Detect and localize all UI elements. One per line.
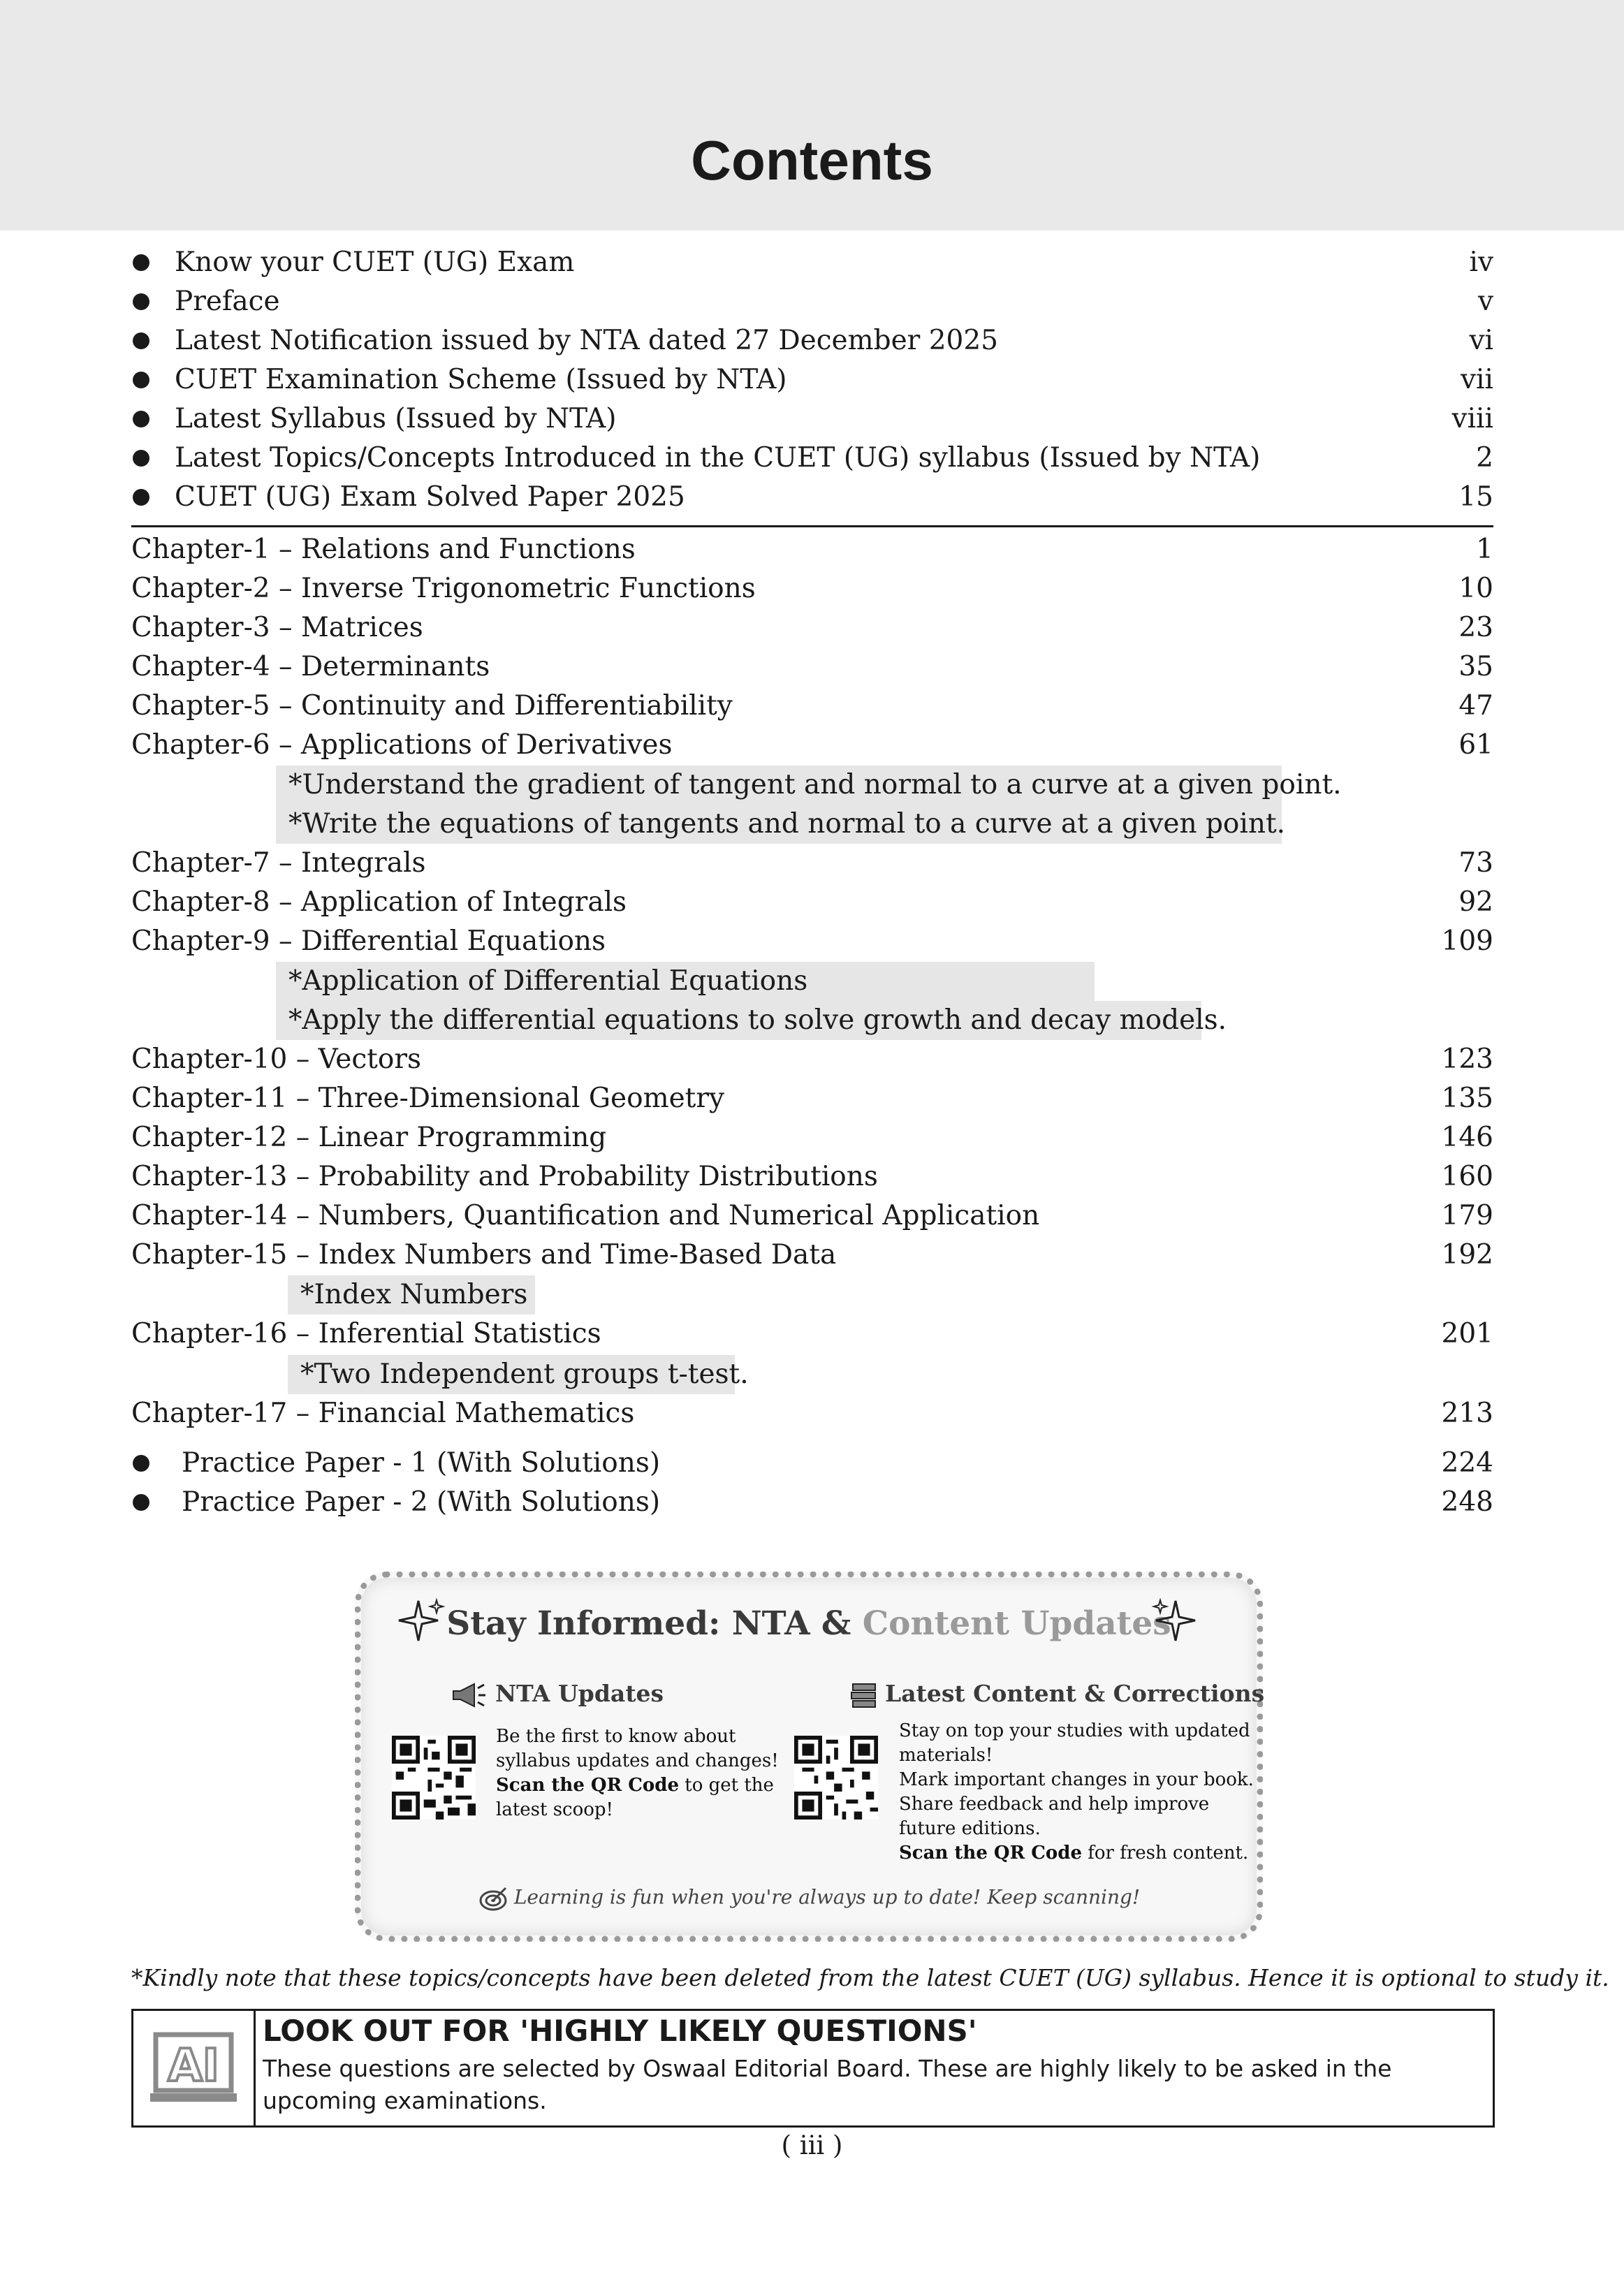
- bullet-icon: [133, 332, 149, 349]
- ai-icon-text: AI: [168, 2040, 219, 2092]
- chapter-label: Chapter-5 – Continuity and Differentiability: [131, 690, 733, 722]
- chapter-label: Chapter-8 – Application of Integrals: [131, 886, 627, 918]
- practice-paper-entry[interactable]: [182, 1444, 1493, 1483]
- toc-entry-label: Preface: [175, 286, 280, 317]
- chapter-entry[interactable]: [131, 608, 1493, 647]
- chapter-entry[interactable]: [131, 1236, 1493, 1275]
- toc-entry-page: 2: [1476, 442, 1493, 474]
- chapter-page: 213: [1441, 1398, 1493, 1429]
- bullet-icon: [133, 254, 149, 271]
- updates-box: [355, 1572, 1263, 1942]
- qr-code[interactable]: [392, 1736, 476, 1820]
- nta-scan-bold: Scan the QR Code: [496, 1775, 679, 1796]
- chapter-label: Chapter-11 – Three-Dimensional Geometry: [131, 1083, 725, 1114]
- chapter-page: 123: [1441, 1044, 1493, 1075]
- toc-entry-label: CUET (UG) Exam Solved Paper 2025: [175, 481, 685, 513]
- toc-entry[interactable]: [175, 360, 1493, 400]
- chapter-page: 35: [1458, 651, 1493, 682]
- chapter-entry[interactable]: [131, 1394, 1493, 1433]
- deleted-topic: *Application of Differential Equations: [276, 962, 1095, 1001]
- practice-paper-page: 224: [1441, 1447, 1493, 1479]
- updates-title-light: Content Updates: [862, 1604, 1171, 1643]
- qr-code[interactable]: [794, 1736, 878, 1820]
- chapter-page: 61: [1458, 729, 1493, 761]
- deleted-topic: *Write the equations of tangents and normal to a curve at a given point.: [276, 805, 1282, 844]
- chapter-entry[interactable]: [131, 687, 1493, 726]
- chapter-label: Chapter-7 – Integrals: [131, 847, 426, 879]
- chapter-label: Chapter-6 – Applications of Derivatives: [131, 729, 673, 761]
- megaphone-icon: [451, 1681, 487, 1709]
- updates-box-title: [361, 1604, 1257, 1643]
- ai-book-icon: [147, 2029, 240, 2107]
- toc-entry-page: iv: [1469, 247, 1493, 278]
- chapter-page: 1: [1476, 534, 1493, 565]
- chapter-label: Chapter-4 – Determinants: [131, 651, 490, 682]
- nta-text-line: latest scoop!: [496, 1799, 614, 1820]
- target-icon: [478, 1885, 509, 1912]
- nta-scan-rest: to get the: [678, 1775, 774, 1796]
- practice-paper-entry[interactable]: [182, 1483, 1493, 1522]
- toc-entry-label: Latest Topics/Concepts Introduced in the CUET (UG) syllabus (Issued by NTA): [175, 442, 1261, 474]
- page-title: Contents: [691, 129, 933, 191]
- nta-updates-heading: NTA Updates: [495, 1680, 664, 1707]
- toc-entry-label: Know your CUET (UG) Exam: [175, 247, 575, 278]
- content-scan-rest: for fresh content.: [1081, 1843, 1249, 1864]
- chapter-page: 146: [1441, 1122, 1493, 1153]
- bullet-icon: [133, 1494, 149, 1511]
- toc-entry-page: v: [1477, 286, 1493, 317]
- content-updates-heading: Latest Content & Corrections: [885, 1680, 1265, 1707]
- chapter-entry[interactable]: [131, 530, 1493, 569]
- chapter-page: 23: [1458, 612, 1493, 643]
- content-scan-bold: Scan the QR Code: [899, 1843, 1082, 1864]
- chapter-entry[interactable]: [131, 726, 1493, 765]
- chapter-entry[interactable]: [131, 1118, 1493, 1157]
- toc-entry-page: viii: [1451, 403, 1493, 434]
- toc-entry-label: Latest Syllabus (Issued by NTA): [175, 403, 617, 434]
- updates-tagline: [361, 1885, 1257, 1912]
- chapter-page: 73: [1458, 847, 1493, 879]
- chapter-label: Chapter-12 – Linear Programming: [131, 1122, 607, 1153]
- highly-likely-questions-box: [131, 2009, 1495, 2128]
- chapter-entry[interactable]: [131, 844, 1493, 883]
- deleted-topic: *Two Independent groups t-test.: [288, 1355, 735, 1394]
- ai-icon-cell: [133, 2011, 256, 2125]
- chapter-label: Chapter-14 – Numbers, Quantification and Numerical Application: [131, 1200, 1040, 1231]
- chapter-page: 109: [1441, 925, 1493, 957]
- chapter-page: 92: [1458, 886, 1493, 918]
- practice-paper-page: 248: [1441, 1486, 1493, 1518]
- toc-entry-page: 15: [1458, 481, 1493, 513]
- nta-text-line: syllabus updates and changes!: [496, 1750, 779, 1771]
- nta-text-line: Be the first to know about: [496, 1726, 736, 1747]
- practice-paper-label: Practice Paper - 1 (With Solutions): [182, 1447, 661, 1479]
- content-text-line: [899, 1841, 1262, 1866]
- chapter-page: 10: [1458, 573, 1493, 604]
- chapter-page: 160: [1441, 1161, 1493, 1192]
- bullet-icon: [133, 293, 149, 310]
- deleted-topic: *Index Numbers: [288, 1275, 535, 1315]
- highlight-box-description: These questions are selected by Oswaal Editorial Board. These are highly likely to be asked in the upcoming examinations.: [263, 2055, 1392, 2114]
- toc-entry[interactable]: [175, 478, 1493, 517]
- chapter-entry[interactable]: [131, 1157, 1493, 1196]
- chapter-entry[interactable]: [131, 647, 1493, 687]
- content-updates-text: [899, 1719, 1262, 1866]
- chapter-page: 135: [1441, 1083, 1493, 1114]
- deleted-topic: *Apply the differential equations to solve growth and decay models.: [276, 1001, 1201, 1040]
- divider: [131, 525, 1493, 527]
- updates-title-dark: Stay Informed: NTA &: [446, 1604, 863, 1643]
- chapter-label: Chapter-13 – Probability and Probability Distributions: [131, 1161, 878, 1192]
- chapter-label: Chapter-9 – Differential Equations: [131, 925, 606, 957]
- chapter-page: 179: [1441, 1200, 1493, 1231]
- header-band: [0, 0, 1624, 230]
- toc-entry-label: CUET Examination Scheme (Issued by NTA): [175, 364, 787, 395]
- chapter-page: 192: [1441, 1239, 1493, 1271]
- toc-entry-label: Latest Notification issued by NTA dated 27 December 2025: [175, 325, 998, 356]
- chapter-label: Chapter-3 – Matrices: [131, 612, 423, 643]
- content-text-line: Stay on top your studies with updated: [899, 1720, 1250, 1741]
- practice-paper-label: Practice Paper - 2 (With Solutions): [182, 1486, 661, 1518]
- content-text-line: materials!: [899, 1745, 993, 1766]
- content-text-line: Share feedback and help improve: [899, 1794, 1210, 1815]
- bullet-icon: [133, 411, 149, 427]
- chapter-entry[interactable]: [131, 1315, 1493, 1354]
- chapter-entry[interactable]: [131, 1196, 1493, 1236]
- content-text-line: Mark important changes in your book.: [899, 1769, 1254, 1790]
- chapter-entry[interactable]: [131, 1079, 1493, 1118]
- bullet-icon: [133, 372, 149, 388]
- chapter-entry[interactable]: [131, 883, 1493, 922]
- toc-entry[interactable]: [175, 321, 1493, 360]
- toc-entry-page: vi: [1469, 325, 1493, 356]
- chapter-label: Chapter-16 – Inferential Statistics: [131, 1318, 601, 1349]
- chapter-entry[interactable]: [131, 922, 1493, 961]
- bullet-icon: [133, 489, 149, 506]
- bullet-icon: [133, 450, 149, 467]
- chapter-entry[interactable]: [131, 569, 1493, 608]
- toc-entry[interactable]: [175, 282, 1493, 321]
- chapter-label: Chapter-1 – Relations and Functions: [131, 534, 636, 565]
- tagline-text: Learning is fun when you're always up to date! Keep scanning!: [513, 1885, 1141, 1909]
- deleted-topic: *Understand the gradient of tangent and normal to a curve at a given point.: [276, 766, 1282, 805]
- bullet-icon: [133, 1455, 149, 1472]
- sparkle-icon: [1150, 1597, 1199, 1646]
- chapter-page: 201: [1441, 1318, 1493, 1349]
- chapter-entry[interactable]: [131, 1040, 1493, 1079]
- toc-entry-page: vii: [1461, 364, 1493, 395]
- chapter-label: Chapter-17 – Financial Mathematics: [131, 1398, 635, 1429]
- footnote: *Kindly note that these topics/concepts have been deleted from the latest CUET (UG) syllabus. Hence it is optional to study it.: [131, 1964, 1609, 1991]
- toc-entry[interactable]: [175, 400, 1493, 439]
- books-icon: [850, 1683, 878, 1709]
- page-number: ( iii ): [781, 2130, 843, 2160]
- content-text-line: future editions.: [899, 1818, 1041, 1839]
- toc-entry[interactable]: [175, 243, 1493, 282]
- highlight-box-title: LOOK OUT FOR 'HIGHLY LIKELY QUESTIONS': [263, 2014, 977, 2048]
- chapter-label: Chapter-10 – Vectors: [131, 1044, 421, 1075]
- toc-entry[interactable]: [175, 439, 1493, 478]
- chapter-page: 47: [1458, 690, 1493, 722]
- chapter-label: Chapter-15 – Index Numbers and Time-Based Data: [131, 1239, 837, 1271]
- chapter-label: Chapter-2 – Inverse Trigonometric Functions: [131, 573, 756, 604]
